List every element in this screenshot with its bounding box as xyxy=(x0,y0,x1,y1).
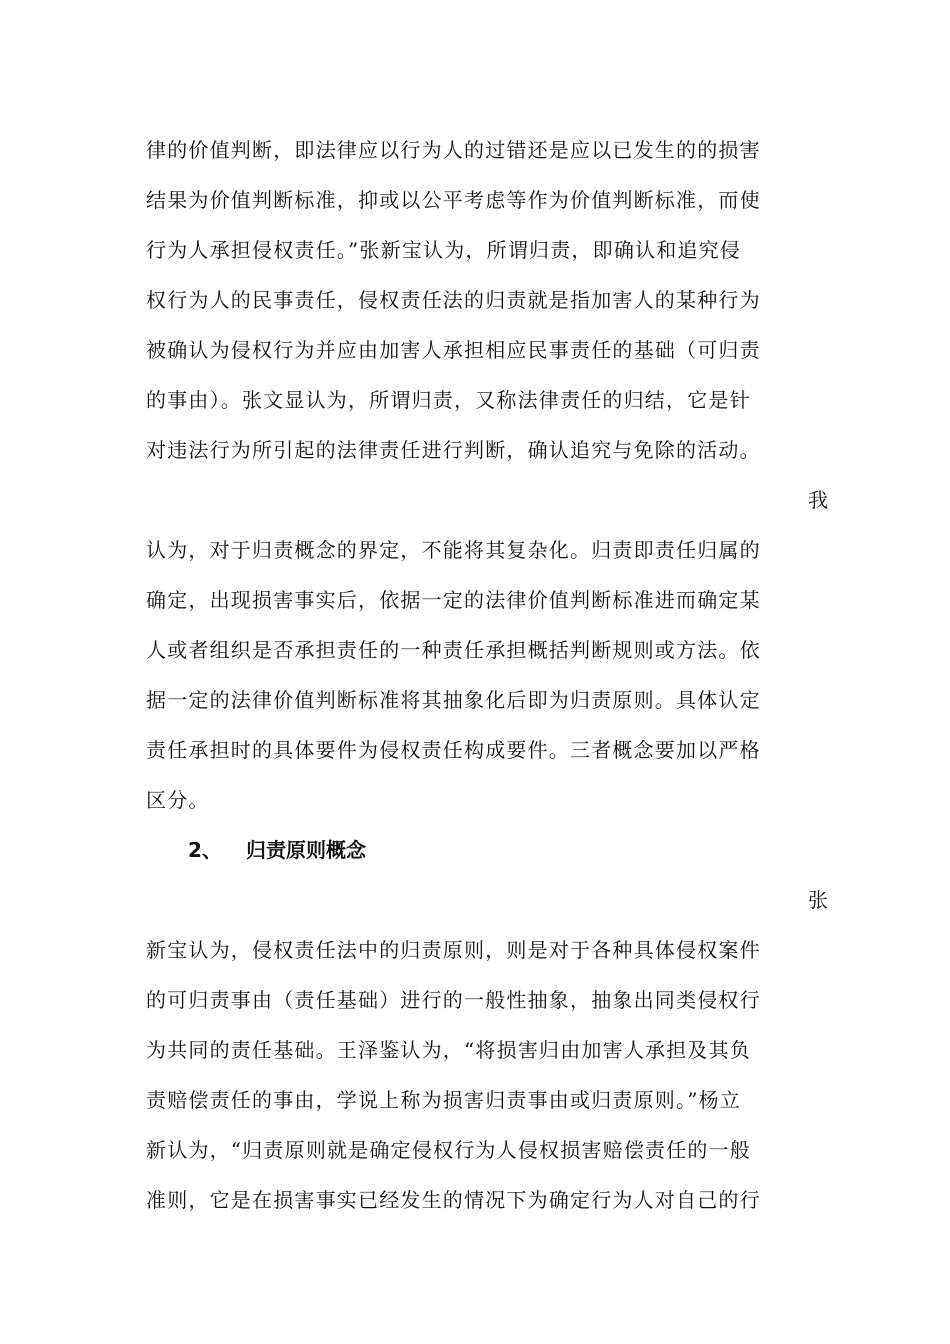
text-line: 据一定的法律价值判断标准将其抽象化后即为归责原则。具体认定 xyxy=(146,688,761,712)
section-title: 归责原则概念 xyxy=(246,838,366,862)
text-line: 的事由）。张文显认为，所谓归责，又称法律责任的归结，它是针 xyxy=(146,388,751,412)
text-line: 新认为，“归责原则就是确定侵权行为人侵权损害赔偿责任的一般 xyxy=(146,1138,752,1162)
text-line: 行为人承担侵权责任。”张新宝认为，所谓归责，即确认和追究侵 xyxy=(146,238,742,262)
text-line: 的可归责事由（责任基础）进行的一般性抽象，抽象出同类侵权行 xyxy=(146,988,761,1012)
text-line: 权行为人的民事责任，侵权责任法的归责就是指加害人的某种行为 xyxy=(146,288,761,312)
text-line: 认为，对于归责概念的界定，不能将其复杂化。归责即责任归属的 xyxy=(146,538,761,562)
text-line: 被确认为侵权行为并应由加害人承担相应民事责任的基础（可归责 xyxy=(146,338,761,362)
wrapped-fragment: 张 xyxy=(808,888,828,912)
wrapped-fragment: 我 xyxy=(808,488,828,512)
section-number: 2、 xyxy=(188,838,222,862)
text-line: 责赔偿责任的事由，学说上称为损害归责事由或归责原则。”杨立 xyxy=(146,1088,742,1112)
text-line: 律的价值判断，即法律应以行为人的过错还是应以已发生的的损害 xyxy=(146,138,761,162)
text-line: 结果为价值判断标准，抑或以公平考虑等作为价值判断标准，而使 xyxy=(146,188,761,212)
text-line: 确定，出现损害事实后，依据一定的法律价值判断标准进而确定某 xyxy=(146,588,761,612)
text-line: 区分。 xyxy=(146,788,210,812)
text-line: 新宝认为，侵权责任法中的归责原则，则是对于各种具体侵权案件 xyxy=(146,938,761,962)
text-line: 责任承担时的具体要件为侵权责任构成要件。三者概念要加以严格 xyxy=(146,738,761,762)
text-line: 人或者组织是否承担责任的一种责任承担概括判断规则或方法。依 xyxy=(146,638,761,662)
text-line: 为共同的责任基础。王泽鉴认为，“将损害归由加害人承担及其负 xyxy=(146,1038,752,1062)
text-line: 准则，它是在损害事实已经发生的情况下为确定行为人对自己的行 xyxy=(146,1188,761,1212)
text-line: 对违法行为所引起的法律责任进行判断，确认追究与免除的活动。 xyxy=(146,438,761,462)
